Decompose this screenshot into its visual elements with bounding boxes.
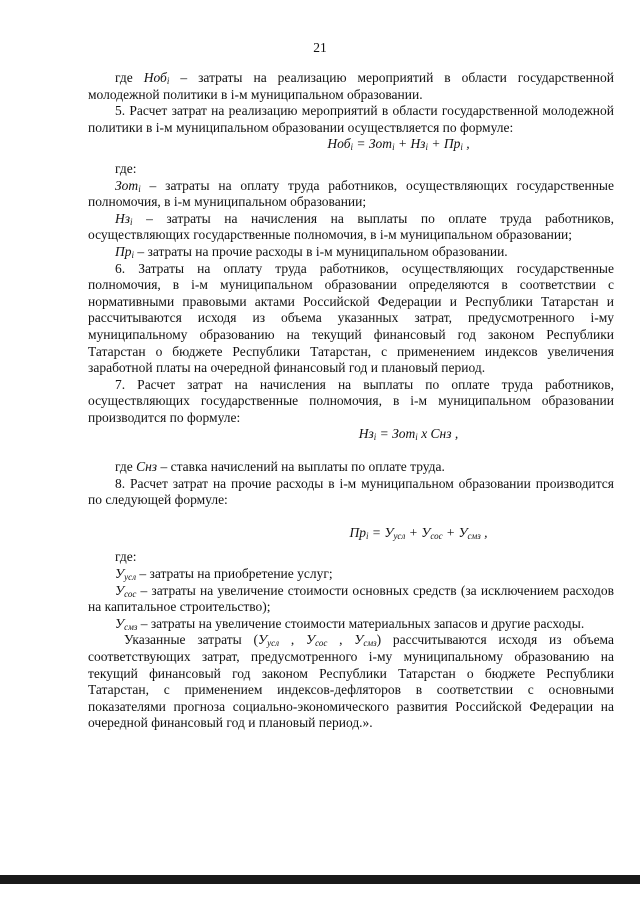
text: – затраты на реализацию мероприятий в области государственной молодежной политики в i-м муниципальном образовании. <box>88 70 614 102</box>
scan-edge-bar <box>0 875 640 884</box>
var-nob: Ноб$_i$ <box>143 70 170 86</box>
var-sos: $У_{сос}$ <box>115 582 137 599</box>
var-usl: $У_{усл}$ <box>115 566 137 583</box>
definition-nz: $Нз_i$ – затраты на начисления на выплаты по оплате труда работников, осуществляющих государственные полномочия, в i-м муниципальном образовании; <box>88 210 614 243</box>
formula-nz: $Нз_i = Зот_i$ х Снз , <box>358 426 459 443</box>
var-snz: Снз <box>136 459 158 475</box>
document-body <box>88 70 614 732</box>
page-number: 21 <box>313 40 327 55</box>
paragraph-nob-definition <box>88 70 614 103</box>
definition-usl: $У_{усл}$ – затраты на приобретение услуг; <box>115 566 333 583</box>
formula-pr: $Пр_i = У_{усл} + У_{сос} + У_{смз}$ , <box>349 524 488 541</box>
paragraph-7: 7. Расчет затрат на начисления на выплаты по оплате труда работников, осуществляющих государственные полномочия, в i-м муниципальном образовании производится по формуле: <box>88 376 614 425</box>
paragraph-5: 5. Расчет затрат на реализацию мероприятий в области государственной молодежной политики в i-м муниципальном образовании осуществляется по формуле: <box>88 103 614 135</box>
definition-snz: где Снз – ставка начислений на выплаты по оплате труда. <box>115 459 445 475</box>
definition-pr: $Пр_i$ – затраты на прочие расходы в i-м муниципальном образовании. <box>115 243 508 260</box>
label-gde-2: где: <box>115 549 137 565</box>
paragraph-6: 6. Затраты на оплату труда работников, осуществляющих государственные полномочия, в i-м муниципальном образовании определяются в соответствии с нормативными правовыми актами Российской Федерации и Республики Татарстан и рассчитываются исходя из объема указанных затрат, предусмотренного i-му муниципальному образованию на текущий финансовый год законом Республики Татарстан о бюджете Республики Татарстан, с применением индексов увеличения заработной платы на очередной финансовый год и плановый период. <box>88 260 614 376</box>
var-smz: $У_{смз}$ <box>115 615 138 632</box>
var-pr: $Пр_i$ <box>115 243 135 260</box>
definition-zot: Зот$_i$ – затраты на оплату труда работников, осуществляющих государственные полномочия, в i-м муниципальном образовании; <box>88 177 614 210</box>
paragraph-final: Указанные затраты ($У_{усл}$ , $У_{сос}$ , $У_{смз}$) рассчитываются исходя из объема соответствующих затрат, предусмотренного i-му муниципальному образованию на текущий финансовый год законом Республики Татарстан о бюджете Республики Татарстан, с применением индексов-дефляторов в соответствии с основными показателями прогноза социально-экономического развития Российской Федерации на очередной финансовый год и плановый период.». <box>88 632 614 731</box>
definition-smz: $У_{смз}$ – затраты на увеличение стоимости материальных запасов и другие расходы. <box>115 615 585 632</box>
var-nz: $Нз_i$ <box>115 210 133 227</box>
formula-nob: $Ноб_i = Зот_i + Нз_i + Пр_i$ , <box>327 136 470 153</box>
var-zot: Зот$_i$ <box>115 177 141 194</box>
paragraph-8: 8. Расчет затрат на прочие расходы в i-м муниципальном образовании производится по следующей формуле: <box>88 475 614 508</box>
definition-sos: $У_{сос}$ – затраты на увеличение стоимости основных средств (за исключением расходов на капитальное строительство); <box>88 582 614 615</box>
label-gde-1: где: <box>115 160 137 176</box>
text: где <box>115 70 144 85</box>
